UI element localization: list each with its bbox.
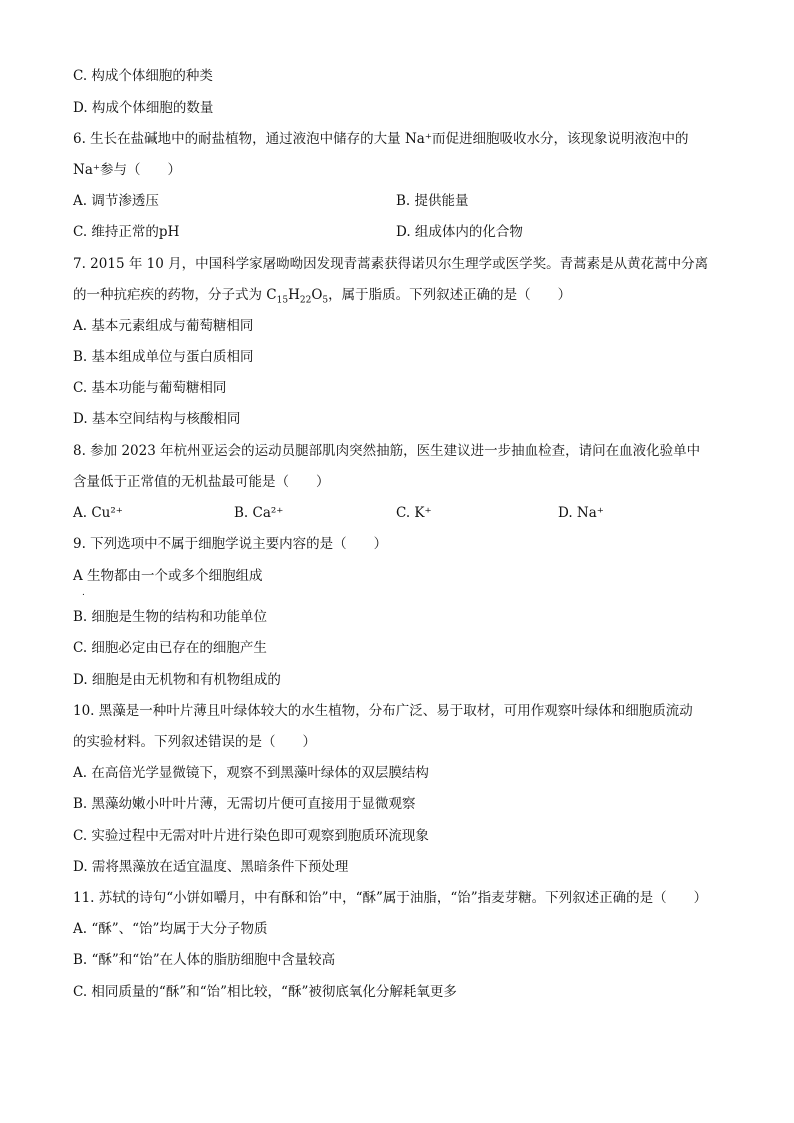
q11-option-a: A. “酥”、“饴”均属于大分子物质 xyxy=(73,921,268,937)
q7-stem-line2 xyxy=(73,285,571,305)
q7-option-d: D. 基本空间结构与核酸相同 xyxy=(73,411,241,427)
q8-stem-line2: 含量低于正常值的无机盐最可能是（ ） xyxy=(73,474,330,490)
q5-option-c: C. 构成个体细胞的种类 xyxy=(73,68,213,84)
q9-option-b: B. 细胞是生物的结构和功能单位 xyxy=(73,609,268,625)
q9-option-d: D. 细胞是由无机物和有机物组成的 xyxy=(73,672,281,688)
q10-stem-line1: 10. 黑藻是一种叶片薄且叶绿体较大的水生植物，分布广泛、易于取材，可用作观察叶绿体和细胞质流动 xyxy=(73,703,693,719)
q9-option-a-dot: . xyxy=(82,588,85,598)
q7-stem-post: ，属于脂质。下列叙述正确的是（ ） xyxy=(328,287,572,303)
q7-option-c: C. 基本功能与葡萄糖相同 xyxy=(73,380,227,396)
q6-option-a: A. 调节渗透压 xyxy=(73,193,159,209)
formula-o-count: 5 xyxy=(322,295,329,306)
q6-option-c: C. 维持正常的pH xyxy=(73,224,180,240)
formula-o: O xyxy=(311,287,323,303)
q11-stem: 11. 苏轼的诗句“小饼如嚼月，中有酥和饴”中，“酥”属于油脂，“饴”指麦芽糖。下列叙述正确的是（ ） xyxy=(73,890,708,906)
q6-stem-line1: 6. 生长在盐碱地中的耐盐植物，通过液泡中储存的大量 Na⁺而促进细胞吸收水分，该现象说明液泡中的 xyxy=(73,131,689,147)
q8-option-c: C. K⁺ xyxy=(396,505,432,521)
q8-option-b: B. Ca²⁺ xyxy=(234,505,284,521)
q7-option-b: B. 基本组成单位与蛋白质相同 xyxy=(73,349,254,365)
q9-option-a: A 生物都由一个或多个细胞组成 xyxy=(73,568,263,584)
q7-stem-line1: 7. 2015 年 10 月，中国科学家屠呦呦因发现青蒿素获得诺贝尔生理学或医学奖。青蒿素是从黄花蒿中分离 xyxy=(73,256,709,272)
q6-option-b: B. 提供能量 xyxy=(396,193,469,209)
q7-stem-pre: 的一种抗疟疾的药物，分子式为 C xyxy=(73,287,277,303)
q6-option-d: D. 组成体内的化合物 xyxy=(396,224,523,240)
q10-option-b: B. 黑藻幼嫩小叶叶片薄，无需切片便可直接用于显微观察 xyxy=(73,796,416,812)
q11-option-b: B. “酥”和“饴”在人体的脂肪细胞中含量较高 xyxy=(73,952,336,968)
q8-option-d: D. Na⁺ xyxy=(558,505,604,521)
formula-h-count: 22 xyxy=(299,295,312,306)
q10-option-a: A. 在高倍光学显微镜下，观察不到黑藻叶绿体的双层膜结构 xyxy=(73,765,429,781)
q10-option-d: D. 需将黑藻放在适宜温度、黑暗条件下预处理 xyxy=(73,859,349,875)
q10-stem-line2: 的实验材料。下列叙述错误的是（ ） xyxy=(73,734,316,750)
q7-option-a: A. 基本元素组成与葡萄糖相同 xyxy=(73,318,254,334)
formula-h: H xyxy=(288,287,300,303)
q10-option-c: C. 实验过程中无需对叶片进行染色即可观察到胞质环流现象 xyxy=(73,828,429,844)
q5-option-d: D. 构成个体细胞的数量 xyxy=(73,100,214,116)
q9-option-c: C. 细胞必定由已存在的细胞产生 xyxy=(73,640,267,656)
q9-stem: 9. 下列选项中不属于细胞学说主要内容的是（ ） xyxy=(73,536,388,552)
q8-stem-line1: 8. 参加 2023 年杭州亚运会的运动员腿部肌肉突然抽筋，医生建议进一步抽血检查，请问在血液化验单中 xyxy=(73,443,701,459)
q11-option-c: C. 相同质量的“酥”和“饴”相比较，“酥”被彻底氧化分解耗氧更多 xyxy=(73,984,457,1000)
formula-c-count: 15 xyxy=(276,295,289,306)
q8-option-a: A. Cu²⁺ xyxy=(73,505,123,521)
q6-stem-line2: Na⁺参与（ ） xyxy=(73,162,181,178)
